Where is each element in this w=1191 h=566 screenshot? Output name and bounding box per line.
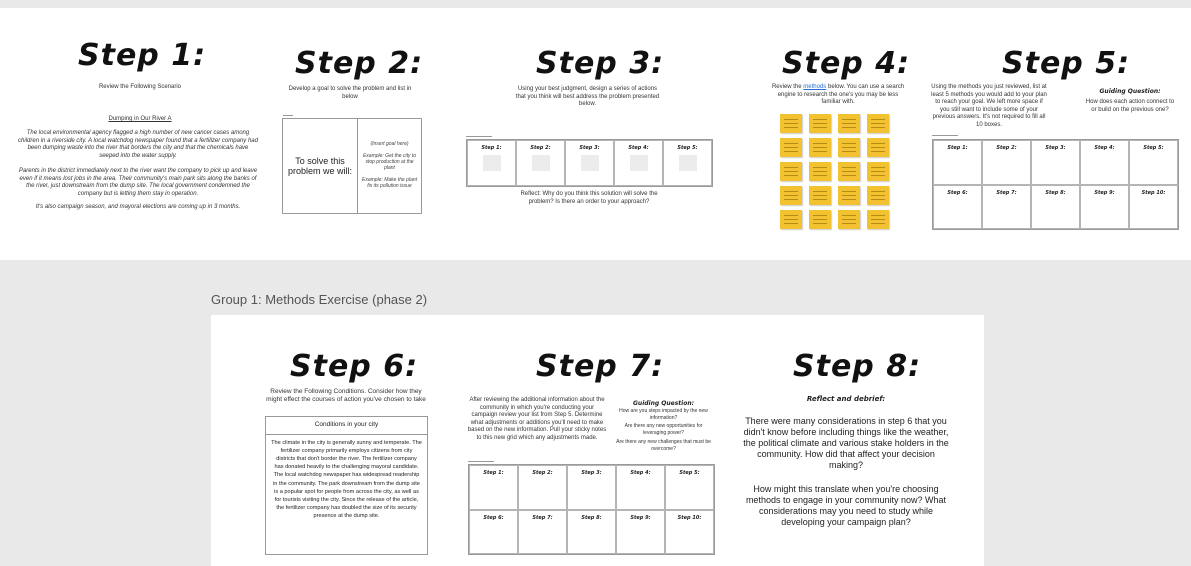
step5-cell[interactable]: Step 10: <box>1129 185 1178 230</box>
step7-guiding-q3: Are there any new challenges that must be overcome? <box>616 439 711 452</box>
method-sticky-note[interactable] <box>838 162 860 181</box>
method-sticky-note[interactable] <box>867 210 889 229</box>
step7-guiding-q2: Are there any new opportunities for leveraging power? <box>624 423 703 436</box>
methods-link[interactable]: methods <box>803 84 827 90</box>
methods-sticky-board[interactable] <box>780 114 895 240</box>
step5-cell[interactable]: Step 6: <box>933 185 982 230</box>
step7-guiding-q1: How are you steps impacted by the new information? <box>619 408 708 421</box>
step7-cell[interactable]: Step 7: <box>518 510 567 555</box>
step3-divider <box>466 136 492 137</box>
step5-divider <box>932 135 958 136</box>
method-sticky-note[interactable] <box>838 186 860 205</box>
method-sticky-note[interactable] <box>867 186 889 205</box>
placeholder-note[interactable] <box>581 155 599 171</box>
placeholder-note[interactable] <box>679 155 697 171</box>
step3-cell[interactable]: Step 2: <box>516 140 565 186</box>
step5-cell[interactable]: Step 3: <box>1031 140 1080 185</box>
step4-title: Step 4: <box>782 46 911 81</box>
step2-goal-examples[interactable] <box>358 119 421 213</box>
placeholder-note[interactable] <box>532 155 550 171</box>
step6-subtitle: Review the Following Conditions. Consider how they might effect the courses of action you've chosen to take <box>266 388 426 404</box>
step8-para2: How might this translate when you're choosing methods to engage in your community now? What considerations may you need to study while developing your campaign plan? <box>745 484 947 527</box>
placeholder-note[interactable] <box>483 155 501 171</box>
step6-box-header: Conditions in your city <box>266 417 427 435</box>
step6-conditions-box[interactable] <box>265 416 428 555</box>
step7-subtitle: After reviewing the additional information about the community in which you're conducting your campaign review your list from Step 5. Determine what adjustments or additions you'll need to make based on the new information. Pull your sticky notes to this new grid which any adjustments made. <box>467 397 607 441</box>
step7-cell[interactable]: Step 8: <box>567 510 616 555</box>
step5-grid[interactable] <box>932 139 1179 230</box>
step2-goal-box[interactable] <box>282 118 422 214</box>
step5-guiding-text: How does each action connect to or build on the previous one? <box>1085 99 1175 113</box>
method-sticky-note[interactable] <box>867 138 889 157</box>
method-sticky-note[interactable] <box>838 114 860 133</box>
method-sticky-note[interactable] <box>809 186 831 205</box>
step1-para2: Parents in the district immediately next to the river want the company to pick up and leave even if it means lost jobs in the area. Their community's main park sits along the banks of the river, just downstream from the dump site. The local government condemned the company but is letting them stay in operation. <box>18 168 258 197</box>
step7-grid[interactable] <box>468 464 715 555</box>
step7-divider <box>468 461 494 462</box>
phase1-frame[interactable] <box>0 8 1191 260</box>
step8-title: Step 8: <box>793 349 922 384</box>
step7-cell[interactable]: Step 1: <box>469 465 518 510</box>
method-sticky-note[interactable] <box>780 210 802 229</box>
step2-divider <box>283 115 293 116</box>
phase2-frame[interactable] <box>211 315 984 566</box>
step2-goal-line: Example: Get the city to stop production at the plant <box>362 153 417 171</box>
step7-cell[interactable]: Step 4: <box>616 465 665 510</box>
step7-guiding-title: Guiding Question: <box>633 400 694 407</box>
step5-cell[interactable]: Step 2: <box>982 140 1031 185</box>
step3-cell[interactable]: Step 4: <box>614 140 663 186</box>
step3-cell[interactable]: Step 1: <box>467 140 516 186</box>
placeholder-note[interactable] <box>630 155 648 171</box>
step6-box-text: The climate in the city is generally sunny and temperate. The fertilizer company primarily employs citizens from city districts that don't border the river. The fertilizer company has donated heavily to the challenging mayoral candidate. The local watchdog newspaper has widespread readership in the community. The park downstream from the dump site is a popular spot for people from across the city, as well as for tourists visiting the city. Since the release of the article, the fertilizer company has doubled the size of its security presence at the dump site. <box>271 440 422 519</box>
step3-cell[interactable]: Step 3: <box>565 140 614 186</box>
step5-cell[interactable]: Step 4: <box>1080 140 1129 185</box>
step7-cell[interactable]: Step 5: <box>665 465 714 510</box>
step5-cell[interactable]: Step 9: <box>1080 185 1129 230</box>
step3-title: Step 3: <box>536 46 665 81</box>
step6-title: Step 6: <box>290 349 419 384</box>
step1-heading: Dumping in Our River A <box>108 116 172 122</box>
step1-para3: It's also campaign season, and mayoral elections are coming up in 3 months. <box>35 204 241 210</box>
step3-reflect: Reflect: Why do you think this solution will solve the problem? Is there an order to your approach? <box>520 191 658 205</box>
step7-title: Step 7: <box>536 349 665 384</box>
step1-subtitle: Review the Following Scenario <box>98 84 182 90</box>
step8-para1: There were many considerations in step 6 that you didn't know before including things like the weather, the political climate and various stake holders in the community. How did that affect your decision making? <box>743 416 949 470</box>
step1-title: Step 1: <box>78 38 207 73</box>
step5-cell[interactable]: Step 1: <box>933 140 982 185</box>
step7-cell[interactable]: Step 10: <box>665 510 714 555</box>
step5-cell[interactable]: Step 8: <box>1031 185 1080 230</box>
step5-title: Step 5: <box>1002 46 1131 81</box>
method-sticky-note[interactable] <box>867 114 889 133</box>
method-sticky-note[interactable] <box>780 186 802 205</box>
method-sticky-note[interactable] <box>867 162 889 181</box>
method-sticky-note[interactable] <box>838 210 860 229</box>
step8-subtitle: Reflect and debrief: <box>806 395 886 403</box>
step2-goal-label: To solve this problem we will: <box>283 119 358 213</box>
step2-goal-line: Example: Make the plant fix its pollution issue <box>361 177 418 189</box>
step4-subtitle: Review the methods below. You can use a search engine to research the one's you may be less familiar with. <box>771 84 905 105</box>
step7-cell[interactable]: Step 9: <box>616 510 665 555</box>
method-sticky-note[interactable] <box>780 162 802 181</box>
method-sticky-note[interactable] <box>780 138 802 157</box>
method-sticky-note[interactable] <box>809 162 831 181</box>
step2-subtitle: Develop a goal to solve the problem and list in below <box>288 86 412 100</box>
method-sticky-note[interactable] <box>809 210 831 229</box>
group-label[interactable]: Group 1: Methods Exercise (phase 2) <box>211 292 428 307</box>
method-sticky-note[interactable] <box>809 114 831 133</box>
step2-goal-line: (Insert goal here) <box>370 141 409 147</box>
step5-cell[interactable]: Step 5: <box>1129 140 1178 185</box>
step3-cell[interactable]: Step 5: <box>663 140 712 186</box>
step3-subtitle: Using your best judgment, design a series of actions that you think will best address the problem presented below. <box>515 86 660 107</box>
step7-cell[interactable]: Step 3: <box>567 465 616 510</box>
step3-grid[interactable] <box>466 139 713 187</box>
method-sticky-note[interactable] <box>838 138 860 157</box>
step5-guiding-title: Guiding Question: <box>1099 88 1161 95</box>
step5-cell[interactable]: Step 7: <box>982 185 1031 230</box>
method-sticky-note[interactable] <box>780 114 802 133</box>
method-sticky-note[interactable] <box>809 138 831 157</box>
step2-title: Step 2: <box>295 46 424 81</box>
step1-para1: The local environmental agency flagged a high number of new cancer cases among children in a riverside city. A local watchdog newspaper found that a fertilizer company had been dumping waste into the river that borders the city and that the chemicals have seeped into the water supply. <box>18 130 258 159</box>
step7-cell[interactable]: Step 6: <box>469 510 518 555</box>
step5-subtitle: Using the methods you just reviewed, list at least 5 methods you would add to your plan to reach your goal. We left more space if you still want to include some of your previous answers. It's not required to fill all 10 boxes. <box>931 84 1047 128</box>
step7-cell[interactable]: Step 2: <box>518 465 567 510</box>
